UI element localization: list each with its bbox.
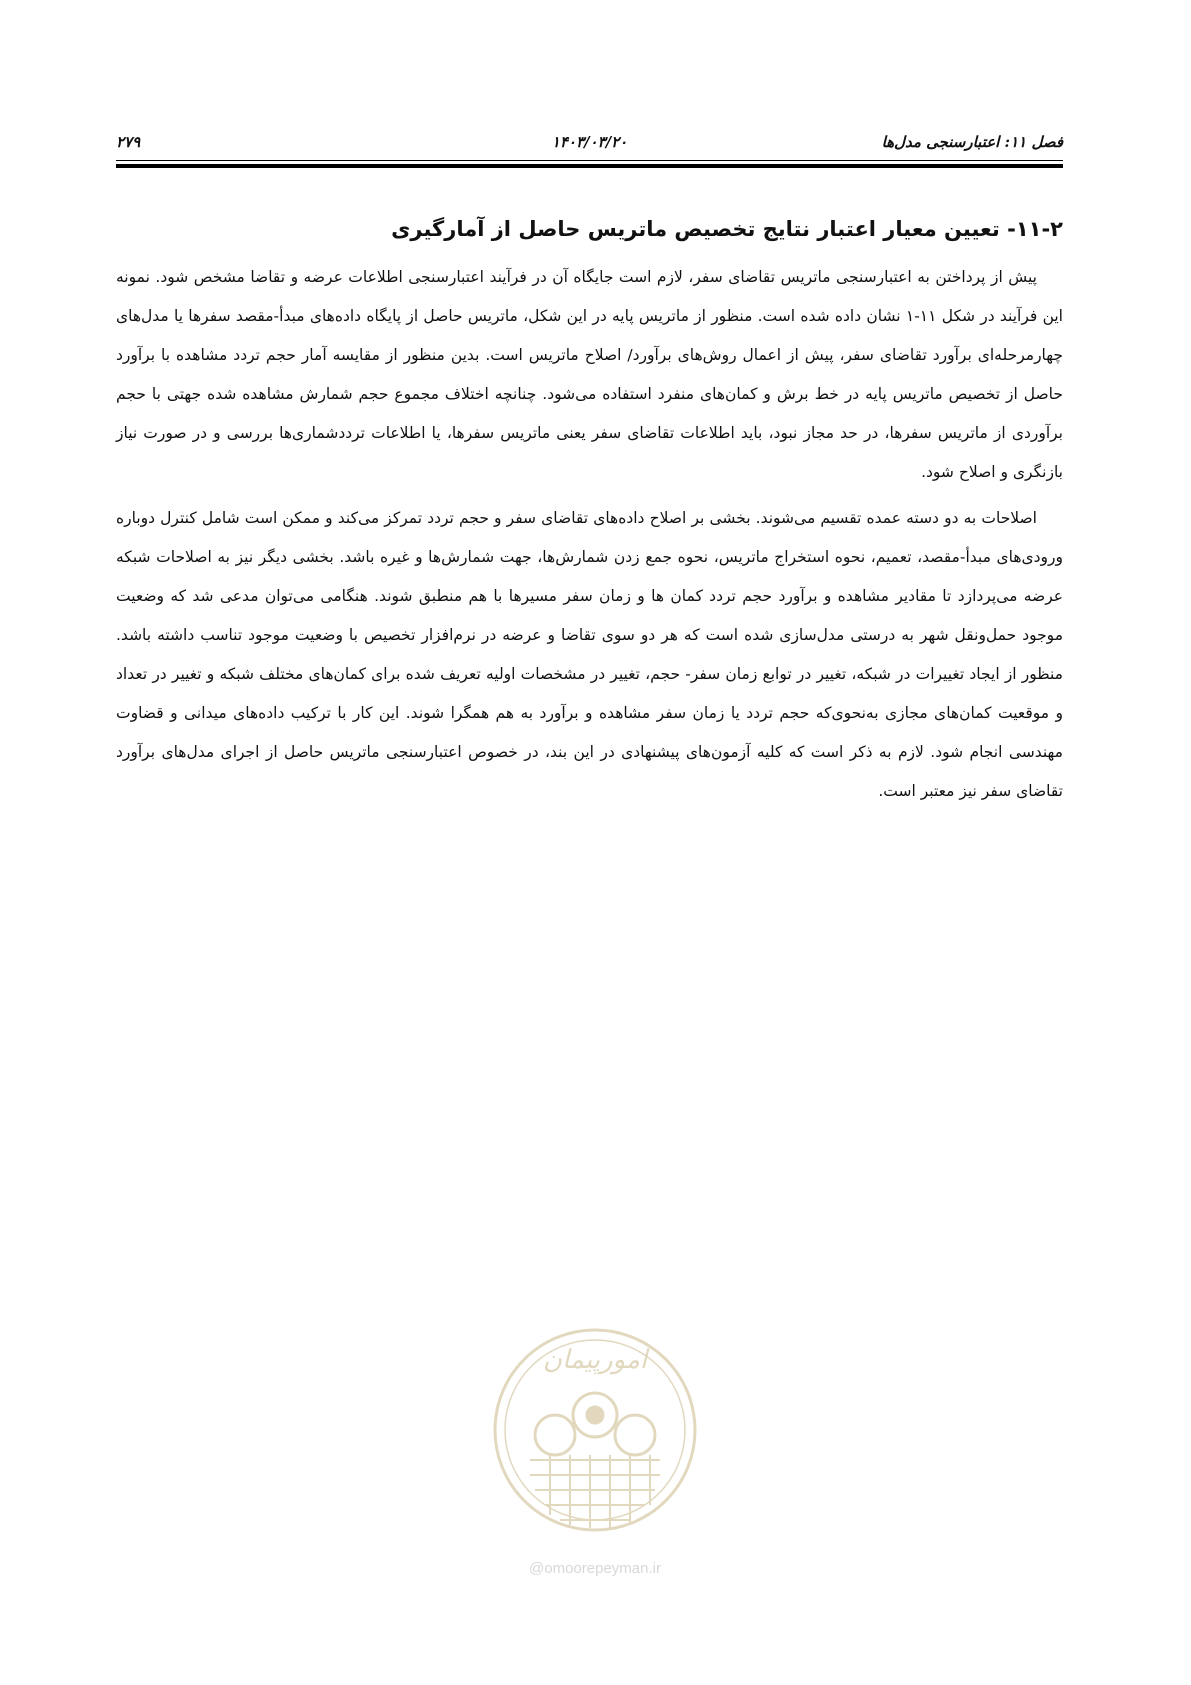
paragraph-1: پیش از پرداختن به اعتبارسنجی ماتریس تقاضای سفر، لازم است جایگاه آن در فرآیند اعتبارسنجی اطلاعات عرضه و تقاضا مشخص شود. نمونه این فرآیند در شکل ۱۱-۱ نشان داده شده است. منظور از ماتریس پایه در این شکل، ماتریس حاصل از پایگاه داده‌های مبدأ-مقصد سفرها یا مدل‌های چهارمرحله‌ای برآورد تقاضای سفر، پیش از اعمال روش‌های برآورد/ اصلاح ماتریس است. بدین منظور از مقایسه آمار حجم تردد مشاهده با برآورد حاصل از تخصیص ماتریس پایه در خط برش و کمان‌های منفرد استفاده می‌شود. چنانچه اختلاف مجموع حجم شمارش مشاهده شده جهتی با حجم برآوردی از ماتریس سفرها، در حد مجاز نبود، باید اطلاعات تقاضای سفر یعنی ماتریس سفرها، یا اطلاعات ترددشماری‌ها بررسی و در صورت نیاز بازنگری و اصلاح شود. bbox=[116, 268, 1063, 481]
page-number: ۲۷۹ bbox=[116, 133, 141, 151]
section-title: ۱۱-۲- تعیین معیار اعتبار نتایج تخصیص ماتریس حاصل از آمارگیری bbox=[391, 217, 1063, 241]
header-date: ۱۴۰۳/۰۳/۲۰ bbox=[551, 133, 628, 151]
page-header bbox=[116, 132, 1063, 158]
paragraph-2: اصلاحات به دو دسته عمده تقسیم می‌شوند. بخشی بر اصلاح داده‌های تقاضای سفر و حجم تردد تمرکز می‌کند و ممکن است شامل کنترل دوباره ورودی‌های مبدأ-مقصد، تعمیم، نحوه استخراج ماتریس، نحوه جمع زدن شمارش‌ها، جهت شمارش‌ها و غیره باشد. بخشی دیگر نیز به اصلاحات شبکه عرضه می‌پردازد تا مقادیر مشاهده و برآورد حجم تردد کمان ها و زمان سفر مسیرها با هم منطبق شوند. هنگامی می‌توان مدعی شد که وضعیت موجود حمل‌ونقل شهر به درستی مدل‌سازی شده است که هر دو سوی تقاضا و عرضه در نرم‌افزار تخصیص با وضعیت موجود تناسب داشته باشد. منظور از ایجاد تغییرات در شبکه، تغییر در توابع زمان سفر- حجم، تغییر در مشخصات اولیه تعریف شده برای کمان‌های مختلف شبکه و تغییر در تعداد و موقعیت کمان‌های مجازی به‌نحوی‌که حجم تردد یا زمان سفر مشاهده و برآورد به هم همگرا شوند. این کار با ترکیب داده‌های میدانی و قضاوت مهندسی انجام شود. لازم به ذکر است که کلیه آزمون‌های پیشنهادی در این بند، در خصوص اعتبارسنجی ماتریس حاصل از اجرای مدل‌های برآورد تقاضای سفر نیز معتبر است. bbox=[116, 509, 1063, 800]
header-rule-thick bbox=[116, 164, 1063, 168]
watermark-logo-text: امورپیمان bbox=[542, 1345, 648, 1375]
watermark-seal-icon bbox=[480, 1310, 710, 1555]
main-content bbox=[116, 212, 1063, 818]
watermark-url: @omoorepeyman.ir bbox=[529, 1560, 661, 1577]
watermark-logo bbox=[480, 1310, 710, 1600]
chapter-title: فصل ۱۱: اعتبارسنجی مدل‌ها bbox=[881, 133, 1063, 151]
header-rule-thin bbox=[116, 160, 1063, 161]
